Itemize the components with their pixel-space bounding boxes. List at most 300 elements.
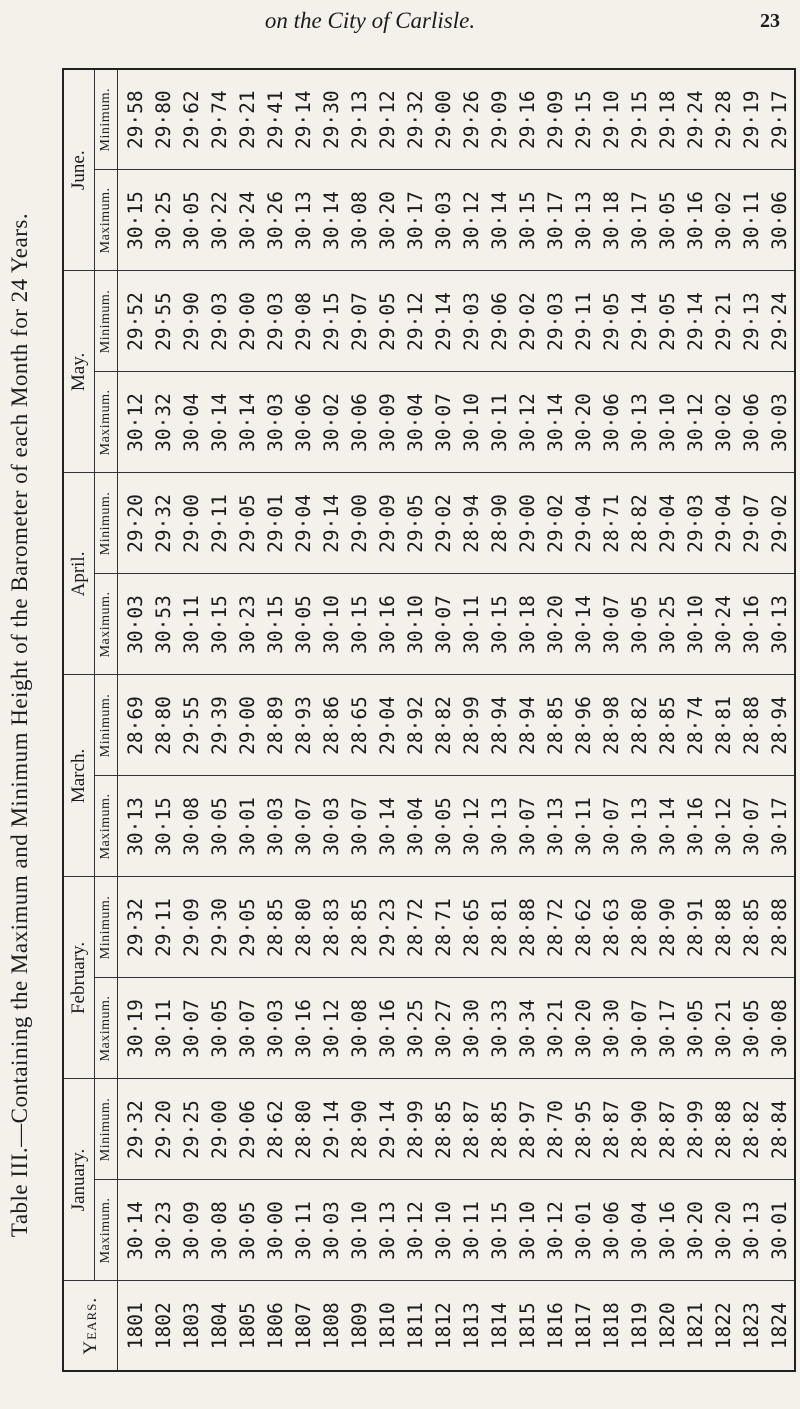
table-row — [654, 69, 682, 1371]
minimum-cell: 29·02 — [430, 473, 458, 574]
minimum-cell: 29·32 — [118, 1079, 151, 1180]
maximum-header: Maximum. — [95, 978, 118, 1079]
minimum-cell: 29·14 — [290, 69, 318, 170]
minimum-cell: 28·90 — [626, 1079, 654, 1180]
year-cell: 1822 — [710, 1281, 738, 1371]
maximum-cell: 30·22 — [206, 170, 234, 271]
minimum-cell: 29·11 — [570, 271, 598, 372]
minimum-cell: 28·85 — [262, 877, 290, 978]
maximum-header: Maximum. — [95, 776, 118, 877]
table-row — [682, 69, 710, 1371]
table-row — [514, 69, 542, 1371]
maximum-cell: 30·13 — [542, 776, 570, 877]
maximum-cell: 30·03 — [262, 776, 290, 877]
year-cell: 1816 — [542, 1281, 570, 1371]
minimum-cell: 29·01 — [262, 473, 290, 574]
maximum-cell: 30·16 — [682, 170, 710, 271]
minimum-cell: 29·14 — [318, 473, 346, 574]
maximum-cell: 30·24 — [710, 574, 738, 675]
minimum-cell: 29·13 — [738, 271, 766, 372]
maximum-cell: 30·05 — [430, 776, 458, 877]
minimum-cell: 29·06 — [234, 1079, 262, 1180]
minimum-cell: 29·00 — [514, 473, 542, 574]
maximum-cell: 30·12 — [682, 372, 710, 473]
maximum-cell: 30·13 — [374, 1180, 402, 1281]
maximum-cell: 30·10 — [514, 1180, 542, 1281]
minimum-cell: 29·09 — [374, 473, 402, 574]
minimum-cell: 29·02 — [514, 271, 542, 372]
month-header-row — [63, 69, 95, 1371]
table-row — [570, 69, 598, 1371]
month-header: May. — [63, 271, 95, 473]
maximum-cell: 30·15 — [206, 574, 234, 675]
maximum-cell: 30·06 — [738, 372, 766, 473]
minimum-cell: 29·14 — [682, 271, 710, 372]
maximum-cell: 30·10 — [682, 574, 710, 675]
minimum-cell: 28·90 — [654, 877, 682, 978]
month-header: February. — [63, 877, 95, 1079]
minimum-cell: 28·88 — [738, 675, 766, 776]
maximum-cell: 30·34 — [514, 978, 542, 1079]
minimum-cell: 29·00 — [206, 1079, 234, 1180]
minimum-cell: 29·30 — [318, 69, 346, 170]
minimum-cell: 28·94 — [514, 675, 542, 776]
maximum-cell: 30·10 — [430, 1180, 458, 1281]
minimum-cell: 29·09 — [178, 877, 206, 978]
maximum-cell: 30·00 — [262, 1180, 290, 1281]
minimum-cell: 29·32 — [402, 69, 430, 170]
minimum-cell: 29·19 — [738, 69, 766, 170]
maximum-cell: 30·13 — [766, 574, 795, 675]
minimum-cell: 29·74 — [206, 69, 234, 170]
table-row — [402, 69, 430, 1371]
maximum-cell: 30·30 — [458, 978, 486, 1079]
maximum-cell: 30·03 — [430, 170, 458, 271]
maximum-cell: 30·23 — [150, 1180, 178, 1281]
maximum-cell: 30·17 — [766, 776, 795, 877]
minimum-cell: 29·11 — [206, 473, 234, 574]
maximum-cell: 30·20 — [570, 978, 598, 1079]
maximum-cell: 30·07 — [290, 776, 318, 877]
table-caption: Table III.—Containing the Maximum and Minimum Height of the Barometer of each Month for 24 Years. — [7, 212, 32, 1238]
maximum-cell: 30·13 — [486, 776, 514, 877]
minimum-cell: 29·90 — [178, 271, 206, 372]
maximum-cell: 30·04 — [402, 372, 430, 473]
minimum-cell: 29·39 — [206, 675, 234, 776]
minimum-cell: 29·55 — [178, 675, 206, 776]
minimum-cell: 28·70 — [542, 1079, 570, 1180]
maximum-cell: 30·07 — [514, 776, 542, 877]
minimum-cell: 28·85 — [486, 1079, 514, 1180]
table-row — [150, 69, 178, 1371]
minimum-cell: 29·30 — [206, 877, 234, 978]
minimum-cell: 28·91 — [682, 877, 710, 978]
maximum-cell: 30·25 — [402, 978, 430, 1079]
month-header: March. — [63, 675, 95, 877]
minimum-cell: 29·08 — [290, 271, 318, 372]
year-cell: 1805 — [234, 1281, 262, 1371]
maximum-cell: 30·05 — [290, 574, 318, 675]
maximum-cell: 30·12 — [458, 170, 486, 271]
running-title: on the City of Carlisle. — [264, 8, 476, 33]
maximum-cell: 30·20 — [710, 1180, 738, 1281]
maximum-cell: 30·14 — [570, 574, 598, 675]
maximum-cell: 30·01 — [766, 1180, 795, 1281]
maximum-cell: 30·04 — [178, 372, 206, 473]
maximum-cell: 30·03 — [262, 372, 290, 473]
table-row — [542, 69, 570, 1371]
maximum-cell: 30·11 — [178, 574, 206, 675]
minimum-cell: 29·14 — [430, 271, 458, 372]
maximum-cell: 30·33 — [486, 978, 514, 1079]
year-cell: 1824 — [766, 1281, 795, 1371]
minimum-cell: 29·28 — [710, 69, 738, 170]
maximum-cell: 30·03 — [118, 574, 151, 675]
maximum-cell: 30·17 — [542, 170, 570, 271]
maximum-cell: 30·13 — [626, 776, 654, 877]
minimum-cell: 29·62 — [178, 69, 206, 170]
year-cell: 1820 — [654, 1281, 682, 1371]
minimum-cell: 29·00 — [178, 473, 206, 574]
maximum-cell: 30·07 — [234, 978, 262, 1079]
minimum-cell: 28·98 — [598, 675, 626, 776]
maximum-cell: 30·06 — [346, 372, 374, 473]
minimum-cell: 29·55 — [150, 271, 178, 372]
minimum-header: Minimum. — [95, 675, 118, 776]
maximum-cell: 30·21 — [542, 978, 570, 1079]
maximum-cell: 30·16 — [682, 776, 710, 877]
minimum-cell: 29·10 — [598, 69, 626, 170]
minimum-cell: 28·83 — [318, 877, 346, 978]
maximum-cell: 30·17 — [654, 978, 682, 1079]
maximum-cell: 30·11 — [290, 1180, 318, 1281]
minimum-cell: 28·99 — [682, 1079, 710, 1180]
minimum-cell: 28·65 — [346, 675, 374, 776]
maximum-cell: 30·03 — [262, 978, 290, 1079]
maximum-cell: 30·08 — [346, 170, 374, 271]
barometer-table — [62, 68, 796, 1372]
minimum-cell: 28·80 — [150, 675, 178, 776]
minimum-cell: 28·88 — [766, 877, 795, 978]
minimum-cell: 28·82 — [626, 675, 654, 776]
maximum-cell: 30·17 — [402, 170, 430, 271]
table-row — [118, 69, 151, 1371]
minimum-cell: 29·21 — [710, 271, 738, 372]
maximum-cell: 30·18 — [514, 574, 542, 675]
minimum-cell: 29·21 — [234, 69, 262, 170]
table-row — [262, 69, 290, 1371]
year-cell: 1815 — [514, 1281, 542, 1371]
minimum-cell: 29·11 — [150, 877, 178, 978]
minimum-header: Minimum. — [95, 69, 118, 170]
minimum-cell: 29·14 — [318, 1079, 346, 1180]
minimum-cell: 29·05 — [234, 877, 262, 978]
table-row — [206, 69, 234, 1371]
maximum-cell: 30·20 — [542, 574, 570, 675]
maximum-header: Maximum. — [95, 372, 118, 473]
minimum-cell: 28·94 — [458, 473, 486, 574]
year-cell: 1819 — [626, 1281, 654, 1371]
minimum-cell: 29·24 — [766, 271, 795, 372]
minimum-cell: 29·25 — [178, 1079, 206, 1180]
minimum-cell: 28·81 — [486, 877, 514, 978]
year-cell: 1818 — [598, 1281, 626, 1371]
minimum-cell: 28·85 — [430, 1079, 458, 1180]
maximum-cell: 30·09 — [178, 1180, 206, 1281]
year-cell: 1823 — [738, 1281, 766, 1371]
minimum-cell: 28·88 — [710, 877, 738, 978]
minimum-cell: 29·00 — [346, 473, 374, 574]
minimum-cell: 28·88 — [710, 1079, 738, 1180]
year-cell: 1806 — [262, 1281, 290, 1371]
maximum-cell: 30·07 — [598, 574, 626, 675]
maximum-cell: 30·32 — [150, 372, 178, 473]
maximum-cell: 30·15 — [514, 170, 542, 271]
maximum-cell: 30·06 — [598, 1180, 626, 1281]
year-cell: 1812 — [430, 1281, 458, 1371]
maximum-cell: 30·16 — [654, 1180, 682, 1281]
minimum-cell: 28·74 — [682, 675, 710, 776]
maximum-cell: 30·01 — [570, 1180, 598, 1281]
minimum-cell: 29·03 — [262, 271, 290, 372]
maximum-cell: 30·09 — [374, 372, 402, 473]
year-cell: 1821 — [682, 1281, 710, 1371]
maximum-cell: 30·20 — [682, 1180, 710, 1281]
maximum-cell: 30·07 — [598, 776, 626, 877]
maximum-cell: 30·19 — [118, 978, 151, 1079]
page-number: 23 — [760, 10, 780, 32]
maximum-cell: 30·15 — [262, 574, 290, 675]
minimum-cell: 29·03 — [206, 271, 234, 372]
minimum-cell: 28·88 — [514, 877, 542, 978]
table-row — [626, 69, 654, 1371]
maximum-cell: 30·15 — [118, 170, 151, 271]
year-cell: 1817 — [570, 1281, 598, 1371]
minimum-cell: 29·00 — [234, 675, 262, 776]
minimum-cell: 28·80 — [290, 1079, 318, 1180]
minimum-cell: 29·04 — [710, 473, 738, 574]
minimum-cell: 28·90 — [346, 1079, 374, 1180]
maximum-cell: 30·24 — [234, 170, 262, 271]
year-cell: 1814 — [486, 1281, 514, 1371]
table-row — [738, 69, 766, 1371]
minimum-cell: 28·94 — [766, 675, 795, 776]
minimum-cell: 29·02 — [766, 473, 795, 574]
minimum-cell: 28·62 — [262, 1079, 290, 1180]
minimum-cell: 28·94 — [486, 675, 514, 776]
maximum-header: Maximum. — [95, 1180, 118, 1281]
minimum-cell: 28·62 — [570, 877, 598, 978]
minimum-cell: 29·20 — [118, 473, 151, 574]
maximum-cell: 30·16 — [738, 574, 766, 675]
minimum-cell: 29·12 — [402, 271, 430, 372]
minimum-cell: 28·90 — [486, 473, 514, 574]
maximum-cell: 30·13 — [738, 1180, 766, 1281]
maximum-cell: 30·17 — [626, 170, 654, 271]
maximum-cell: 30·21 — [710, 978, 738, 1079]
maximum-cell: 30·05 — [234, 1180, 262, 1281]
maximum-cell: 30·08 — [346, 978, 374, 1079]
minimum-cell: 28·85 — [346, 877, 374, 978]
minimum-cell: 28·85 — [738, 877, 766, 978]
minimum-cell: 29·24 — [682, 69, 710, 170]
minimum-cell: 29·41 — [262, 69, 290, 170]
maximum-cell: 30·14 — [206, 372, 234, 473]
table-row — [486, 69, 514, 1371]
years-header: Years. — [63, 1281, 118, 1371]
year-cell: 1807 — [290, 1281, 318, 1371]
minimum-cell: 29·18 — [654, 69, 682, 170]
maximum-cell: 30·04 — [626, 1180, 654, 1281]
maximum-cell: 30·10 — [318, 574, 346, 675]
sub-header-row — [95, 69, 118, 1371]
maximum-cell: 30·05 — [682, 978, 710, 1079]
year-cell: 1810 — [374, 1281, 402, 1371]
maximum-cell: 30·08 — [178, 776, 206, 877]
maximum-cell: 30·12 — [514, 372, 542, 473]
minimum-cell: 29·07 — [346, 271, 374, 372]
maximum-cell: 30·14 — [654, 776, 682, 877]
maximum-cell: 30·02 — [318, 372, 346, 473]
minimum-cell: 28·71 — [598, 473, 626, 574]
minimum-cell: 29·04 — [654, 473, 682, 574]
year-cell: 1813 — [458, 1281, 486, 1371]
maximum-cell: 30·12 — [118, 372, 151, 473]
minimum-cell: 28·84 — [766, 1079, 795, 1180]
minimum-cell: 28·93 — [290, 675, 318, 776]
table-row — [318, 69, 346, 1371]
month-header: January. — [63, 1079, 95, 1281]
maximum-cell: 30·07 — [626, 978, 654, 1079]
maximum-cell: 30·13 — [118, 776, 151, 877]
maximum-cell: 30·07 — [346, 776, 374, 877]
minimum-cell: 29·80 — [150, 69, 178, 170]
maximum-cell: 30·15 — [486, 1180, 514, 1281]
year-cell: 1804 — [206, 1281, 234, 1371]
maximum-cell: 30·16 — [290, 978, 318, 1079]
minimum-cell: 28·80 — [626, 877, 654, 978]
minimum-cell: 29·26 — [458, 69, 486, 170]
minimum-cell: 29·32 — [118, 877, 151, 978]
minimum-cell: 28·85 — [654, 675, 682, 776]
maximum-cell: 30·14 — [542, 372, 570, 473]
table-row — [710, 69, 738, 1371]
maximum-cell: 30·12 — [402, 1180, 430, 1281]
maximum-cell: 30·13 — [570, 170, 598, 271]
minimum-cell: 29·05 — [654, 271, 682, 372]
minimum-cell: 28·72 — [542, 877, 570, 978]
table-row — [458, 69, 486, 1371]
maximum-cell: 30·11 — [486, 372, 514, 473]
minimum-cell: 28·86 — [318, 675, 346, 776]
minimum-cell: 29·16 — [514, 69, 542, 170]
table-row — [290, 69, 318, 1371]
maximum-cell: 30·12 — [458, 776, 486, 877]
minimum-cell: 28·99 — [458, 675, 486, 776]
maximum-cell: 30·20 — [570, 372, 598, 473]
maximum-cell: 30·06 — [766, 170, 795, 271]
maximum-cell: 30·11 — [458, 1180, 486, 1281]
maximum-cell: 30·53 — [150, 574, 178, 675]
maximum-cell: 30·16 — [374, 574, 402, 675]
table-row — [766, 69, 795, 1371]
minimum-cell: 28·92 — [402, 675, 430, 776]
minimum-cell: 28·96 — [570, 675, 598, 776]
minimum-cell: 28·87 — [654, 1079, 682, 1180]
page-header — [0, 0, 800, 44]
minimum-cell: 29·13 — [346, 69, 374, 170]
minimum-cell: 29·09 — [542, 69, 570, 170]
minimum-cell: 29·15 — [570, 69, 598, 170]
minimum-cell: 28·82 — [738, 1079, 766, 1180]
year-cell: 1802 — [150, 1281, 178, 1371]
maximum-header: Maximum. — [95, 170, 118, 271]
maximum-cell: 30·14 — [118, 1180, 151, 1281]
maximum-cell: 30·07 — [430, 372, 458, 473]
maximum-cell: 30·03 — [766, 372, 795, 473]
maximum-cell: 30·23 — [234, 574, 262, 675]
minimum-cell: 28·87 — [598, 1079, 626, 1180]
minimum-cell: 28·65 — [458, 877, 486, 978]
maximum-cell: 30·05 — [206, 776, 234, 877]
minimum-cell: 29·04 — [570, 473, 598, 574]
minimum-header: Minimum. — [95, 877, 118, 978]
minimum-cell: 29·03 — [682, 473, 710, 574]
year-cell: 1811 — [402, 1281, 430, 1371]
maximum-cell: 30·12 — [318, 978, 346, 1079]
maximum-cell: 30·06 — [290, 372, 318, 473]
maximum-cell: 30·02 — [710, 170, 738, 271]
maximum-cell: 30·06 — [598, 372, 626, 473]
minimum-cell: 29·20 — [150, 1079, 178, 1180]
minimum-cell: 29·04 — [290, 473, 318, 574]
minimum-cell: 29·14 — [626, 271, 654, 372]
maximum-cell: 30·25 — [654, 574, 682, 675]
maximum-cell: 30·08 — [206, 1180, 234, 1281]
maximum-cell: 30·30 — [598, 978, 626, 1079]
maximum-cell: 30·18 — [598, 170, 626, 271]
table-row — [374, 69, 402, 1371]
minimum-cell: 29·04 — [374, 675, 402, 776]
minimum-cell: 29·03 — [542, 271, 570, 372]
minimum-cell: 29·32 — [150, 473, 178, 574]
maximum-cell: 30·05 — [738, 978, 766, 1079]
maximum-cell: 30·12 — [710, 776, 738, 877]
minimum-cell: 29·02 — [542, 473, 570, 574]
minimum-cell: 28·63 — [598, 877, 626, 978]
minimum-cell: 28·85 — [542, 675, 570, 776]
maximum-cell: 30·05 — [206, 978, 234, 1079]
maximum-cell: 30·15 — [486, 574, 514, 675]
minimum-cell: 28·89 — [262, 675, 290, 776]
maximum-cell: 30·07 — [178, 978, 206, 1079]
table-row — [598, 69, 626, 1371]
minimum-cell: 29·15 — [626, 69, 654, 170]
minimum-cell: 28·99 — [402, 1079, 430, 1180]
minimum-cell: 29·17 — [766, 69, 795, 170]
minimum-cell: 28·81 — [710, 675, 738, 776]
minimum-cell: 29·06 — [486, 271, 514, 372]
maximum-cell: 30·14 — [318, 170, 346, 271]
maximum-cell: 30·13 — [626, 372, 654, 473]
minimum-cell: 29·05 — [374, 271, 402, 372]
minimum-cell: 29·14 — [374, 1079, 402, 1180]
maximum-cell: 30·25 — [150, 170, 178, 271]
minimum-cell: 29·23 — [374, 877, 402, 978]
maximum-cell: 30·10 — [458, 372, 486, 473]
minimum-cell: 28·72 — [402, 877, 430, 978]
year-cell: 1809 — [346, 1281, 374, 1371]
